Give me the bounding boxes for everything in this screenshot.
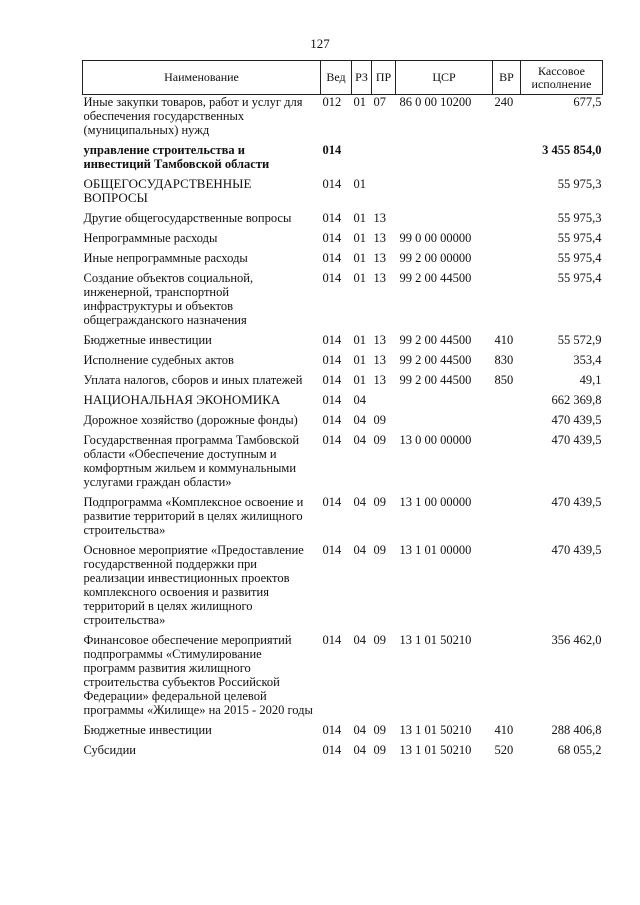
cell-name: Непрограммные расходы <box>83 231 218 245</box>
cell-pr: 13 <box>373 211 386 225</box>
cell-ved: 014 <box>322 373 342 387</box>
cell-sum: 3 455 854,0 <box>542 143 602 157</box>
cell-ved: 014 <box>322 177 342 191</box>
table-row <box>83 743 603 763</box>
cell-name: Исполнение судебных актов <box>83 353 234 367</box>
cell-rz: 04 <box>353 433 366 447</box>
cell-sum: 353,4 <box>573 353 602 367</box>
cell-name: Субсидии <box>83 743 136 757</box>
header-sum: Кассовое исполнение <box>521 61 603 95</box>
cell-name: Бюджетные инвестиции <box>83 723 212 737</box>
cell-vr <box>493 393 521 413</box>
cell-sum: 356 462,0 <box>551 633 602 647</box>
cell-csr: 13 1 01 50210 <box>399 633 472 647</box>
header-pr: ПР <box>372 61 396 95</box>
cell-name: Дорожное хозяйство (дорожные фонды) <box>83 413 298 427</box>
cell-csr: 99 2 00 44500 <box>399 333 472 347</box>
cell-ved: 014 <box>322 743 342 757</box>
cell-ved: 014 <box>322 413 342 427</box>
cell-sum: 55 975,3 <box>557 211 602 225</box>
cell-vr <box>493 177 521 211</box>
cell-sum: 49,1 <box>579 373 602 387</box>
cell-csr: 99 2 00 44500 <box>399 353 472 367</box>
table-row <box>83 95 603 144</box>
cell-vr <box>493 543 521 633</box>
cell-rz: 01 <box>353 177 366 191</box>
cell-vr <box>493 231 521 251</box>
table-row <box>83 251 603 271</box>
table-row <box>83 413 603 433</box>
cell-name: Другие общегосударственные вопросы <box>83 211 292 225</box>
cell-ved: 014 <box>322 543 342 557</box>
header-rz: РЗ <box>352 61 372 95</box>
cell-pr: 13 <box>373 373 386 387</box>
page-number: 127 <box>310 36 330 51</box>
cell-csr <box>396 413 493 433</box>
header-csr: ЦСР <box>396 61 493 95</box>
cell-sum: 55 975,4 <box>557 231 602 245</box>
cell-name: Создание объектов социальной, инженерной, транспортной инфраструктуры и объектов общегражданского назначения <box>83 271 254 327</box>
cell-rz: 04 <box>353 495 366 509</box>
cell-sum: 470 439,5 <box>551 495 602 509</box>
cell-name: Бюджетные инвестиции <box>83 333 212 347</box>
cell-pr: 13 <box>373 251 386 265</box>
cell-rz: 01 <box>353 231 366 245</box>
cell-csr: 99 2 00 44500 <box>399 373 472 387</box>
table-row <box>83 723 603 743</box>
cell-rz: 04 <box>353 543 366 557</box>
cell-pr: 09 <box>373 723 386 737</box>
cell-name: ОБЩЕГОСУДАРСТВЕННЫЕ ВОПРОСЫ <box>83 176 252 205</box>
table-row <box>83 231 603 251</box>
cell-name: Иные непрограммные расходы <box>83 251 248 265</box>
cell-pr: 09 <box>373 413 386 427</box>
table-row <box>83 543 603 633</box>
cell-name: Уплата налогов, сборов и иных платежей <box>83 373 303 387</box>
cell-vr: 410 <box>494 333 514 347</box>
cell-sum: 55 975,4 <box>557 271 602 285</box>
cell-rz: 04 <box>353 723 366 737</box>
cell-pr: 09 <box>373 495 386 509</box>
table-row <box>83 495 603 543</box>
table-row <box>83 373 603 393</box>
cell-rz: 01 <box>353 95 366 109</box>
cell-csr: 99 2 00 00000 <box>399 251 472 265</box>
cell-name: управление строительства и инвестиций Тамбовской области <box>83 143 270 171</box>
cell-vr <box>493 251 521 271</box>
cell-vr: 850 <box>494 373 514 387</box>
cell-vr <box>493 271 521 333</box>
cell-csr: 99 2 00 44500 <box>399 271 472 285</box>
cell-ved: 014 <box>322 143 342 157</box>
cell-sum: 662 369,8 <box>551 393 602 407</box>
cell-sum: 470 439,5 <box>551 433 602 447</box>
cell-pr: 13 <box>373 333 386 347</box>
cell-pr: 07 <box>373 95 386 109</box>
cell-ved: 014 <box>322 353 342 367</box>
cell-vr <box>493 495 521 543</box>
cell-sum: 470 439,5 <box>551 413 602 427</box>
cell-pr: 13 <box>373 231 386 245</box>
cell-ved: 014 <box>322 251 342 265</box>
cell-csr: 99 0 00 00000 <box>399 231 472 245</box>
cell-rz: 04 <box>353 393 366 407</box>
cell-rz: 01 <box>353 353 366 367</box>
cell-sum: 55 975,3 <box>557 177 602 191</box>
table-header-row <box>83 61 603 95</box>
cell-pr: 09 <box>373 633 386 647</box>
cell-name: НАЦИОНАЛЬНАЯ ЭКОНОМИКА <box>83 392 281 407</box>
cell-ved: 014 <box>322 271 342 285</box>
cell-ved: 014 <box>322 633 342 647</box>
cell-ved: 014 <box>322 495 342 509</box>
cell-vr <box>493 433 521 495</box>
cell-vr <box>493 633 521 723</box>
cell-csr <box>396 177 493 211</box>
cell-name: Финансовое обеспечение мероприятий подпрограммы «Стимулирование программ развития жилищного строительства субъектов Российской Федерации» федеральной целевой программы «Жилище» на 2015 - 2020 годы <box>83 633 313 717</box>
header-name: Наименование <box>83 61 321 95</box>
cell-rz: 01 <box>353 251 366 265</box>
table-row <box>83 177 603 211</box>
cell-name: Государственная программа Тамбовской области «Обеспечение доступным и комфортным жильем и коммунальными услугами граждан области» <box>83 433 300 489</box>
cell-ved: 014 <box>322 723 342 737</box>
cell-csr: 86 0 00 10200 <box>399 95 472 109</box>
cell-sum: 288 406,8 <box>551 723 602 737</box>
cell-sum: 677,5 <box>573 95 602 109</box>
cell-pr: 13 <box>373 271 386 285</box>
cell-vr <box>493 211 521 231</box>
cell-ved: 012 <box>322 95 342 109</box>
cell-pr: 09 <box>373 543 386 557</box>
header-vr: ВР <box>493 61 521 95</box>
cell-pr: 09 <box>373 433 386 447</box>
cell-rz: 01 <box>353 271 366 285</box>
cell-vr: 830 <box>494 353 514 367</box>
cell-csr: 13 1 01 50210 <box>399 743 472 757</box>
table-row <box>83 211 603 231</box>
cell-ved: 014 <box>322 393 342 407</box>
cell-rz: 01 <box>353 373 366 387</box>
cell-csr <box>396 393 493 413</box>
cell-name: Основное мероприятие «Предоставление государственной поддержки при реализации инвестиционных проектов комплексного освоения и развития территорий в целях жилищного строительства» <box>83 543 304 627</box>
budget-table <box>82 60 603 763</box>
cell-vr <box>493 413 521 433</box>
cell-name: Подпрограмма «Комплексное освоение и развитие территорий в целях жилищного строительства» <box>83 495 304 537</box>
cell-ved: 014 <box>322 433 342 447</box>
cell-rz: 04 <box>353 743 366 757</box>
cell-rz: 04 <box>353 413 366 427</box>
table-row <box>83 271 603 333</box>
cell-pr: 13 <box>373 353 386 367</box>
table-row <box>83 393 603 413</box>
cell-vr: 240 <box>494 95 514 109</box>
cell-pr: 09 <box>373 743 386 757</box>
cell-csr: 13 1 01 00000 <box>399 543 472 557</box>
cell-sum: 55 975,4 <box>557 251 602 265</box>
cell-csr <box>396 143 493 177</box>
cell-vr: 520 <box>494 743 514 757</box>
cell-csr: 13 1 01 50210 <box>399 723 472 737</box>
cell-pr <box>372 393 396 413</box>
cell-rz: 01 <box>353 211 366 225</box>
cell-sum: 68 055,2 <box>557 743 602 757</box>
cell-rz <box>352 143 372 177</box>
table-row <box>83 143 603 177</box>
header-ved: Вед <box>321 61 352 95</box>
cell-ved: 014 <box>322 231 342 245</box>
cell-rz: 04 <box>353 633 366 647</box>
cell-vr: 410 <box>494 723 514 737</box>
cell-csr: 13 0 00 00000 <box>399 433 472 447</box>
cell-rz: 01 <box>353 333 366 347</box>
cell-name: Иные закупки товаров, работ и услуг для обеспечения государственных (муниципальных) нужд <box>83 95 303 137</box>
cell-csr: 13 1 00 00000 <box>399 495 472 509</box>
cell-csr <box>396 211 493 231</box>
cell-sum: 55 572,9 <box>557 333 602 347</box>
cell-pr <box>372 143 396 177</box>
cell-vr <box>493 143 521 177</box>
cell-sum: 470 439,5 <box>551 543 602 557</box>
cell-ved: 014 <box>322 333 342 347</box>
table-row <box>83 333 603 353</box>
table-body <box>83 95 603 764</box>
table-row <box>83 433 603 495</box>
table-row <box>83 633 603 723</box>
cell-pr <box>372 177 396 211</box>
cell-ved: 014 <box>322 211 342 225</box>
table-row <box>83 353 603 373</box>
